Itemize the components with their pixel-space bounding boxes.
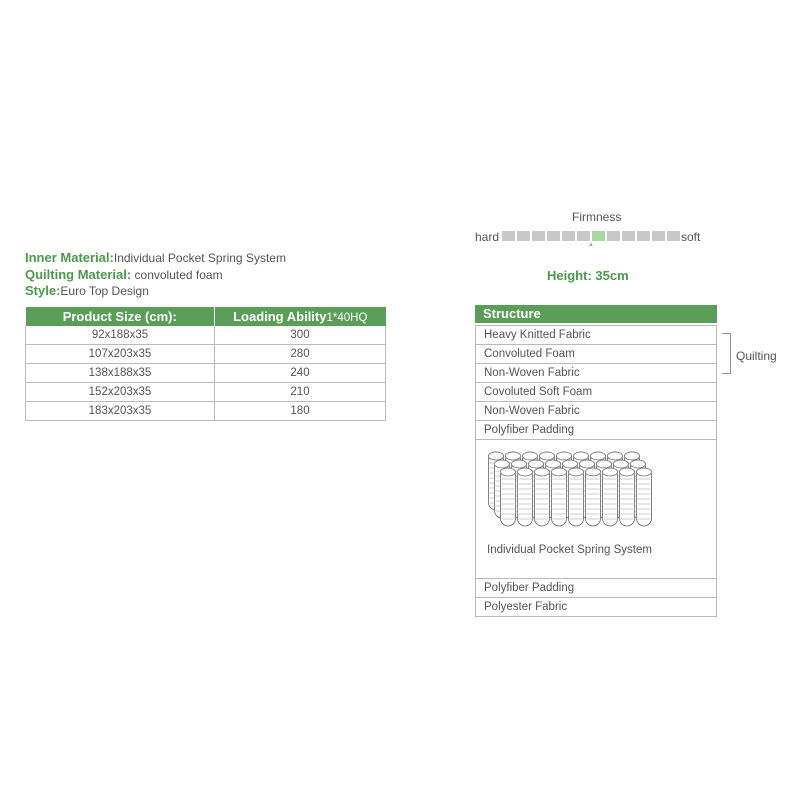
firmness-segment <box>622 231 635 241</box>
style-label: Style: <box>25 283 61 298</box>
table-row <box>26 326 386 345</box>
spring-system-cell <box>475 440 717 579</box>
firmness-hard-label: hard <box>475 230 500 244</box>
firmness-segment <box>577 231 590 241</box>
size-cell: 152x203x35 <box>26 383 215 402</box>
firmness-segment <box>637 231 650 241</box>
inner-material-label: Inner Material: <box>25 250 114 265</box>
table-row <box>26 402 386 421</box>
loading-header-text: Loading Ability <box>233 309 327 324</box>
layer-row: Covoluted Soft Foam <box>475 383 717 402</box>
firmness-soft-label: soft <box>681 230 701 244</box>
firmness-title: Firmness <box>572 210 622 224</box>
layer-row: Convoluted Foam <box>475 345 717 364</box>
size-table-header <box>26 307 386 326</box>
layer-row: Polyfiber Padding <box>475 421 717 440</box>
layer-row: Non-Woven Fabric <box>475 402 717 421</box>
layer-row: Polyester Fabric <box>475 598 717 617</box>
loading-header-sub: 1*40HQ <box>326 312 368 324</box>
size-cell: 183x203x35 <box>26 402 215 421</box>
inner-material-value: Individual Pocket Spring System <box>113 251 286 265</box>
firmness-segment <box>502 231 515 241</box>
firmness-marker-icon: ▲ <box>588 242 594 248</box>
layer-row: Non-Woven Fabric <box>475 364 717 383</box>
size-cell: 107x203x35 <box>26 345 215 364</box>
pocket-spring-illustration <box>486 450 666 540</box>
loading-cell: 300 <box>215 326 386 345</box>
style-line <box>25 283 286 300</box>
size-header-text: Product Size (cm): <box>62 309 177 324</box>
quilting-material-label: Quilting Material: <box>25 266 132 282</box>
firmness-segment <box>517 231 530 241</box>
firmness-segment <box>667 231 680 241</box>
size-cell: 92x188x35 <box>26 326 215 345</box>
table-row <box>26 345 386 364</box>
firmness-segment <box>607 231 620 241</box>
firmness-scale <box>502 231 680 241</box>
firmness-segment <box>532 231 545 241</box>
layer-row: Polyfiber Padding <box>475 579 717 598</box>
firmness-segment <box>547 231 560 241</box>
firmness-segment <box>592 231 605 241</box>
loading-cell: 210 <box>215 383 386 402</box>
height-label: Height: 35cm <box>547 268 629 283</box>
size-cell: 138x188x35 <box>26 364 215 383</box>
table-row <box>26 364 386 383</box>
product-info <box>25 250 286 300</box>
loading-cell: 280 <box>215 345 386 364</box>
style-value: Euro Top Design <box>60 284 149 298</box>
quilting-material-value: convoluted foam <box>134 267 223 282</box>
firmness-segment <box>562 231 575 241</box>
spring-system-label: Individual Pocket Spring System <box>487 544 652 556</box>
size-header <box>26 307 215 326</box>
table-row <box>26 383 386 402</box>
quilting-material-line <box>25 267 286 284</box>
quilting-label: Quilting <box>736 349 777 363</box>
loading-cell: 240 <box>215 364 386 383</box>
inner-material-line <box>25 250 286 267</box>
loading-cell: 180 <box>215 402 386 421</box>
size-table <box>25 307 386 421</box>
loading-header <box>215 307 386 326</box>
firmness-segment <box>652 231 665 241</box>
structure-panel <box>475 305 717 617</box>
layer-row: Heavy Knitted Fabric <box>475 325 717 345</box>
quilting-bracket <box>722 333 731 374</box>
structure-title: Structure <box>475 305 717 323</box>
